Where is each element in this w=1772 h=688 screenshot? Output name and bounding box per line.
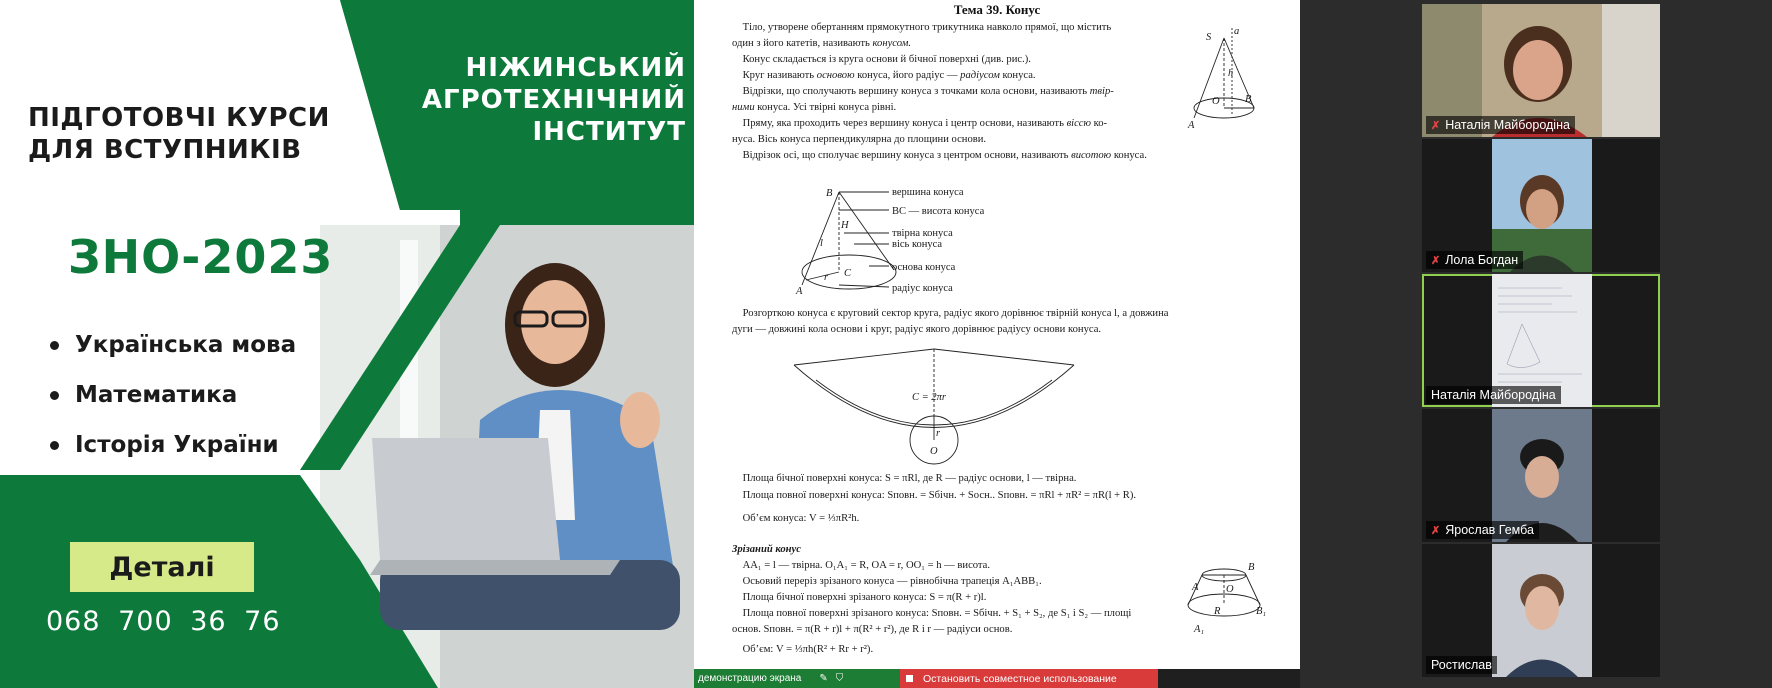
svg-text:r: r — [936, 428, 941, 439]
svg-text:C: C — [844, 268, 852, 279]
phone-number: 068 700 36 76 — [46, 606, 281, 637]
promo-banner — [0, 0, 694, 688]
participant-name: Ростислав — [1426, 656, 1497, 674]
laptop-image — [372, 438, 560, 560]
label-axis: вісь конуса — [892, 239, 943, 250]
exam-heading: ЗНО-2023 — [68, 230, 334, 284]
bullet-icon — [50, 391, 59, 400]
svg-text:O: O — [930, 446, 938, 457]
stop-icon — [906, 675, 913, 682]
label-height: BC — висота конуса — [892, 206, 985, 217]
svg-text:R: R — [1214, 606, 1221, 617]
participant-name: ✗ Наталія Майбородіна — [1426, 116, 1575, 134]
participant-name: Наталія Майбородіна — [1426, 386, 1561, 404]
paragraph-definition: Тіло, утворене обертанням прямокутного трикутника навколо прямої, що містить один з його катетів, називають конусом. Конус складається із круга основи й бічної поверхні (див. рис.). Круг називають основою конуса, його радіус — радіусом конуса. Відрізки, що сполучають вершину конуса з точками кола основи, називають твір- ними конуса. Усі твірні конуса рівні. Пряму, яка проходить через вершину конуса і центр основи, називають віссю ко- нуса. Вісь конуса перпендикулярна до площини основи. Відрізок осі, що сполучає вершину конуса з центром основи, називають висотою конуса. — [732, 22, 1147, 161]
video-tile[interactable] — [1422, 139, 1660, 272]
svg-text:A₁: A₁ — [1194, 624, 1205, 635]
page-title: Тема 39. Конус — [953, 2, 1041, 17]
label-apex: вершина конуса — [892, 187, 964, 198]
subjects-list — [50, 320, 296, 470]
svg-text:B: B — [1245, 94, 1252, 105]
svg-text:l: l — [820, 238, 823, 249]
svg-text:B₁: B₁ — [1256, 606, 1267, 617]
details-button[interactable]: Деталі — [70, 542, 254, 592]
list-item: Математика — [50, 370, 296, 420]
video-tile[interactable] — [1422, 409, 1660, 542]
video-tile[interactable] — [1422, 4, 1660, 137]
pointer-icon[interactable]: ✎ — [819, 673, 828, 684]
frustum-section: Зрізаний конус AA₁ = l — твірна. O₁A₁ = R, OA = r, OO₁ = h — висота. Осьовий переріз зрізаного конуса — рівнобічна трапеція A₁ABB₁. Площа бічної поверхні зрізаного конуса: S = π(R + r)l. — [732, 544, 1042, 603]
list-item: Українська мова — [50, 320, 296, 370]
video-tile-active-speaker[interactable] — [1422, 274, 1660, 407]
label-radius: радіус конуса — [892, 283, 953, 294]
svg-text:r: r — [824, 272, 829, 283]
svg-text:a: a — [1234, 26, 1240, 37]
mic-muted-icon: ✗ — [1431, 254, 1441, 267]
svg-text:B: B — [1248, 562, 1255, 573]
participant-name: ✗ Ярослав Гемба — [1426, 521, 1539, 539]
paragraph-development: Розгорткою конуса є круговий сектор круга, радіус якого дорівнює твірній конуса l, а довжина дуги — довжині кола основи і круг, радіус якого дорівнює радіусу основи конуса. — [732, 308, 1169, 335]
bullet-icon — [50, 441, 59, 450]
svg-text:O: O — [1226, 584, 1234, 595]
stop-sharing-button[interactable]: Остановить совместное использование — [900, 669, 1158, 688]
list-item: Історія України — [50, 420, 296, 470]
shared-document — [694, 0, 1300, 688]
institute-name: НІЖИНСЬКИЙ АГРОТЕХНІЧНИЙ ІНСТИТУТ — [421, 53, 686, 147]
svg-text:A: A — [1188, 120, 1195, 131]
svg-text:O: O — [1212, 96, 1220, 107]
bullet-icon — [50, 341, 59, 350]
svg-text:S: S — [1206, 32, 1212, 43]
svg-text:B: B — [826, 188, 833, 199]
cone-formulas: Площа бічної поверхні конуса: S = πRl, де R — радіус основи, l — твірна. Площа повної поверхні конуса: Sповн. = Sбічн. + Sосн.. Sповн. = πRl + πR² = πR(l + R). Об’єм конуса: V = ⅓πR²h. — [742, 473, 1137, 524]
video-tile[interactable] — [1422, 544, 1660, 677]
participant-name: ✗ Лола Богдан — [1426, 251, 1523, 269]
mic-muted-icon: ✗ — [1431, 119, 1441, 132]
svg-text:H: H — [841, 220, 849, 231]
label-base: основа конуса — [892, 262, 956, 273]
svg-text:A: A — [796, 286, 803, 297]
arc-length-label: C = 2πr — [912, 392, 946, 403]
shield-icon[interactable]: ⛉ — [835, 673, 844, 684]
mic-muted-icon: ✗ — [1431, 524, 1441, 537]
gallery-gap — [1300, 0, 1420, 688]
sharing-indicator: демонстрацию экрана ✎ ⛉ — [694, 669, 900, 688]
svg-text:A: A — [1192, 582, 1199, 593]
participant-video — [1492, 544, 1592, 677]
screen-share-bar — [694, 669, 1300, 688]
video-gallery — [1420, 0, 1772, 688]
label-slant: твірна конуса — [892, 228, 953, 239]
svg-text:h: h — [1228, 68, 1234, 79]
frustum-formulas: Площа повної поверхні зрізаного конуса: Sповн. = Sбічн. + S₁ + S₂, де S₁ і S₂ — площі основ. Sповн. = π(R + r)l + π(R² + r²), де R і r — радіуси основ. Об’єм: V = ⅓πh(R² + Rr + r²). — [732, 608, 1132, 655]
promo-title: ПІДГОТОВЧІ КУРСИ ДЛЯ ВСТУПНИКІВ — [28, 103, 330, 165]
